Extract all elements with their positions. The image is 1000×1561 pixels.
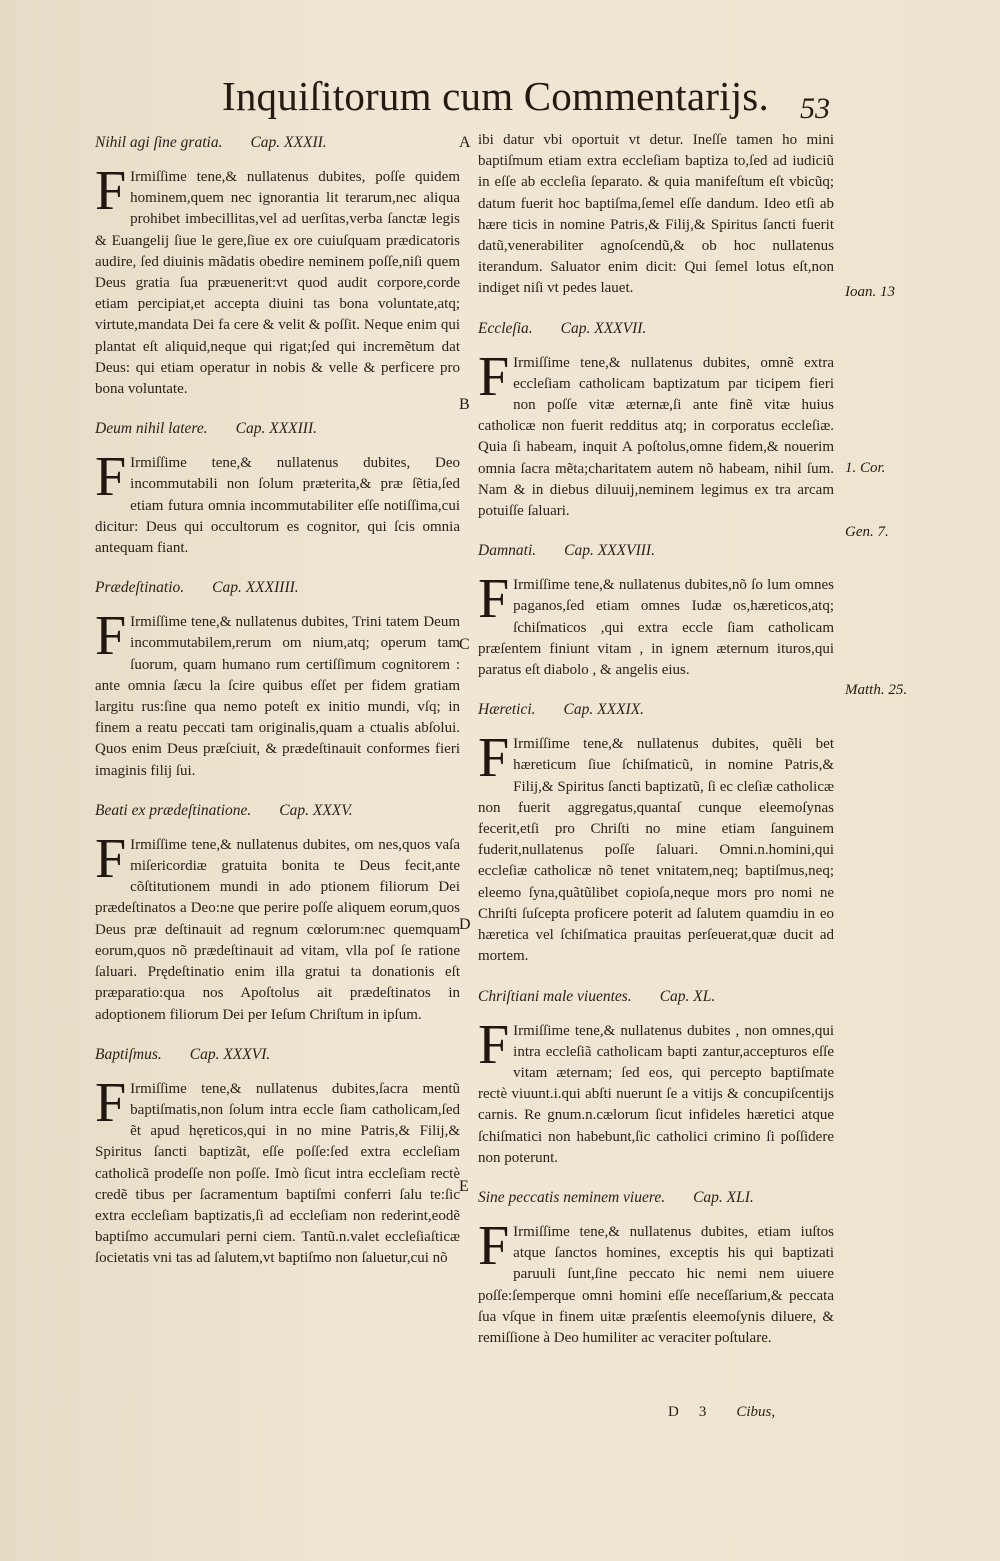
chapter-heading: [478, 988, 834, 1006]
section-marker-c: C: [459, 636, 470, 653]
chapter-text: [478, 568, 834, 681]
drop-cap: F: [478, 568, 510, 631]
margin-note-matth: Matth. 25.: [845, 682, 908, 698]
chapter-38: [478, 542, 834, 681]
chapter-33: [95, 420, 460, 559]
section-marker-d: D: [459, 916, 471, 933]
drop-cap: F: [478, 1013, 510, 1076]
chapter-body: Irmiſſime tene,& nullatenus dubites, om nes,quos vaſa miſericordiæ gratuita bonita te Deus fecit,ante cõſtitutionem mundi in ado ptionem filiorum Dei prædeſtinatos a Deo:ne que perire poſſe aliquem eorum,quos Deus præ deſtinauit ad regnum cœlorum:nec quemquam eorum,quos nõ prædeſtinauit ad vitam, vlla poſ ſe ratione ſaluari. Prędeſtinatio enim illa gratui ta donationis eſt præparatio:qua nos Apoſtolus ait prædeſtinatos in adoptionem filiorum Dei per Ieſum Chriſtum in ipſum.: [95, 836, 460, 1023]
chapter-text: [478, 345, 834, 523]
chapter-39: [478, 701, 834, 967]
chapter-number: Cap. XXXVII.: [560, 319, 647, 337]
chapter-body: Irmiſſime tene,& nullatenus dubites, Deo incommutabili non ſolum præterita,& præ ſẽtia,ſed etiam futura omnia incommutabiliter eſſe notiſſima,cui dicitur: Deus qui occultorum es cognitor, qui ſcis omnia antequam fiant.: [95, 455, 460, 557]
chapter-text: [95, 446, 460, 559]
drop-cap: F: [95, 827, 127, 890]
chapter-title: Chriſtiani male viuentes.: [478, 987, 632, 1005]
chapter-heading: [95, 579, 460, 597]
chapter-number: Cap. XXXVIII.: [564, 542, 655, 560]
chapter-title: Prædeſtinatio.: [95, 579, 185, 597]
chapter-body: Irmiſſime tene,& nullatenus dubites, poſſe quidem hominem,quem nec ignorantia lit terarum,nec aliqua prohibet imbecillitas,vel ad uerſitas,verba ſanctæ legis & Euangelij ſiue le gere,ſiue ex ore cuiuſquam prædicatoris audire, ſed diuinis mãdatis obedire neminem poſſe,niſi quem Deus gratia ſua præuenerit:vt quod audit corpore,corde etiam percipiat,et accepta diuini tas bona voluntate,atq; virtute,mandata Dei fa cere & velit & poſſit. Neque enim qui plantat eſt aliquid,neque qui rigat;ſed qui incremẽtum dat Deus: qui etiam operatur in nobis & velle & perficere pro bona voluntate.: [95, 169, 460, 398]
drop-cap: F: [95, 605, 127, 668]
chapter-36-continuation: [478, 130, 834, 300]
chapter-heading: [95, 802, 460, 820]
catchwords: [668, 1404, 775, 1421]
chapter-heading: [478, 1189, 834, 1207]
chapter-34: [95, 579, 460, 782]
chapter-body: Irmiſſime tene,& nullatenus dubites, omnẽ extra eccleſiam catholicam baptizatum par ticipem fieri non poſſe vitæ æternæ,ſi ante finẽ vitæ huius catholicæ non fuerit redditus atq; in corporatus eccleſiæ. Quia ſi habeam, inquit A poſtolus,omne fidem,& nouerim omnia ſacra mẽta;charitatem autem nõ habeam, nihil ſum. Nam & in diebus diluuij,neminem legimus ex tra arcam potuiſſe ſaluari.: [478, 354, 834, 520]
chapter-heading: [95, 1046, 460, 1064]
chapter-text: [478, 727, 834, 967]
chapter-body: Irmiſſime tene,& nullatenus dubites,nõ ſo lum omnes paganos,ſed etiam omnes Iudæ os,hæreticos,atq; ſchiſmaticos ,qui extra eccle ſiam catholicam præſentem finiunt vitam , in ignem æternum ituros,qui paratus eſt diabolo , & angelis eius.: [478, 577, 834, 679]
drop-cap: F: [478, 1214, 510, 1277]
chapter-title: Nihil agi ſine gratia.: [95, 134, 223, 151]
chapter-title: Hæretici.: [478, 701, 536, 719]
chapter-number: Cap. XXXV.: [279, 801, 353, 819]
chapter-32: [95, 134, 460, 400]
chapter-number: Cap. XXXVI.: [189, 1045, 271, 1063]
chapter-heading: [478, 320, 834, 338]
chapter-body: Irmiſſime tene,& nullatenus dubites, Trini tatem Deum incommutabilem,rerum om nium,atq; operum tam ſuorum, quam humano rum certiſſimum cognitorem : ante omnia ſæcu la ſcire quibus eſſet per fidem gratiam largitu rus:ſine qua nemo poteſt ex initio mundi, vſq; in finem a reatu peccati tam originalis,quam a ctualis abſolui. Quos enim Deus præſciuit, & prædeſtinauit conformes fieri imaginis filij ſui.: [95, 614, 460, 779]
chapter-text: [478, 1214, 834, 1349]
chapter-40: [478, 988, 834, 1169]
folio-number: 53: [800, 92, 830, 125]
chapter-title: Deum nihil latere.: [95, 420, 208, 438]
chapter-heading: [478, 701, 834, 719]
drop-cap: F: [478, 727, 510, 790]
chapter-text: [95, 605, 460, 782]
chapter-number: Cap. XXXIX.: [563, 701, 645, 719]
drop-cap: F: [95, 1071, 127, 1134]
chapter-number: Cap. XXXIIII.: [212, 579, 299, 597]
right-column: [478, 130, 834, 1369]
signature-mark: D: [668, 1404, 679, 1420]
chapter-text: [95, 1071, 460, 1270]
running-head: Inquiſitorum cum Commentarijs.: [222, 73, 769, 119]
continuation-text: ibi datur vbi oportuit vt detur. Ineſſe tamen ho mini baptiſmum etiam extra eccleſiam baptiza to,ſed ad iudiciũ in eſſe ab eccleſia ſeparato. & quia manifeſtum eſt vbicũq; datum fuerit hoc baptiſma,ſemel eſſe dandum. Ideo etſi ab hære ticis in nomine Patris,& Filij,& Spiritus ſancti fuerit datũ,venerabiliter agnoſcendũ,& ob hoc nullatenus iterandum. Saluator enim dicit: Qui ſemel lotus eſt,non indiget niſi vt pedes lauet.: [478, 132, 834, 297]
chapter-number: Cap. XLI.: [693, 1188, 754, 1206]
chapter-text: [95, 827, 460, 1026]
chapter-heading: [478, 542, 834, 560]
chapter-35: [95, 802, 460, 1026]
margin-note-gen: Gen. 7.: [845, 524, 889, 540]
chapter-title: Damnati.: [478, 542, 537, 560]
left-column: [95, 130, 460, 1290]
signature-number: 3: [698, 1404, 707, 1420]
margin-note-ioan: Ioan. 13: [845, 284, 895, 300]
chapter-number: Cap. XL.: [659, 987, 716, 1005]
chapter-title: Eccleſia.: [478, 319, 533, 337]
chapter-title: Beati ex prædeſtinatione.: [95, 801, 252, 819]
section-marker-b: B: [459, 396, 470, 413]
drop-cap: F: [478, 345, 510, 408]
chapter-36: [95, 1046, 460, 1270]
catchword: Cibus,: [736, 1404, 776, 1420]
chapter-body: Irmiſſime tene,& nullatenus dubites,ſacra mentũ baptiſmatis,non ſolum intra eccle ſiam catholicam,ſed ẽt apud hęreticos,qui in no mine Patris,& Filij,& Spiritus ſancti baptizãt, eſſe poſſe:ſed extra eccleſiam catholicã prodeſſe non poſſe. Imò ſicut intra eccleſiam rectè credẽ tibus per ſacramentum baptiſmi conferri ſalu te:ſic extra eccleſiam baptizatis,ſi ad eccleſiam non rederint,eodẽ baptiſmo accumulari perni ciem. Tantũ.n.valet eccleſiaſticæ ſocietatis vni tas ad ſalutem,vt baptiſmo non ſaluetur,cui nõ: [95, 1080, 460, 1267]
chapter-heading: [95, 420, 460, 438]
chapter-number: Cap. XXXIII.: [235, 420, 317, 438]
margin-note-cor: 1. Cor.: [845, 460, 886, 476]
chapter-heading: [95, 134, 460, 152]
chapter-title: Sine peccatis neminem viuere.: [478, 1188, 666, 1206]
chapter-text: [478, 1013, 834, 1169]
section-marker-e: E: [459, 1178, 469, 1195]
chapter-number: Cap. XXXII.: [250, 134, 327, 151]
section-marker-a: A: [459, 134, 471, 151]
chapter-title: Baptiſmus.: [95, 1045, 162, 1063]
chapter-37: [478, 320, 834, 523]
drop-cap: F: [95, 446, 127, 509]
chapter-body: Irmiſſime tene,& nullatenus dubites, etiam iuſtos atque ſanctos homines, exceptis his qui baptizati paruuli ſunt,ſine peccato hic nemi nem uiuere poſſe:ſemperque omni homini eſſe neceſſarium,& peccata ſua vſque in finem uitæ præſentis eleemoſynis diluere, & remiſſione à Deo humiliter ac veraciter poſtulare.: [478, 1223, 834, 1346]
chapter-body: Irmiſſime tene,& nullatenus dubites , non omnes,qui intra eccleſiã catholicam bapti zantur,accepturos eſſe vitam æternam; ſed eos, qui percepto baptiſmate rectè viuunt.i.qui abſti nuerunt ſe a vitijs & concupiſcentijs carnis. Re gnum.n.cælorum ſicut infideles hæretici atque ſchiſmatici non habebunt,ſic catholici crimino ſi poſſidere non poterunt.: [478, 1022, 834, 1166]
chapter-body: Irmiſſime tene,& nullatenus dubites, quẽli bet hæreticum ſiue ſchiſmaticũ, in nomine Patris,& Filij,& Spiritus ſancti baptizatũ, ſi ec cleſiæ catholicæ non fuerit aggregatus,quantaſ cunque eleemoſynas fecerit,etſi pro Chriſti no mine etiam ſanguinem fuderit,nullatenus poſſe ſaluari. Omni.n.homini,qui eccleſiæ catholicæ nõ tenet vnitatem,neq; baptiſmus,neq; eleemo ſyna,quãtũlibet copioſa,neque mors pro nomi ne Chriſti ſuſcepta proficere poterit ad ſalutem quamdiu in eo hæretica vel ſchiſmatica prauitas perſeuerat,quæ ducit ad mortem.: [478, 736, 834, 965]
drop-cap: F: [95, 160, 127, 222]
chapter-text: [95, 160, 460, 400]
chapter-41: [478, 1189, 834, 1349]
